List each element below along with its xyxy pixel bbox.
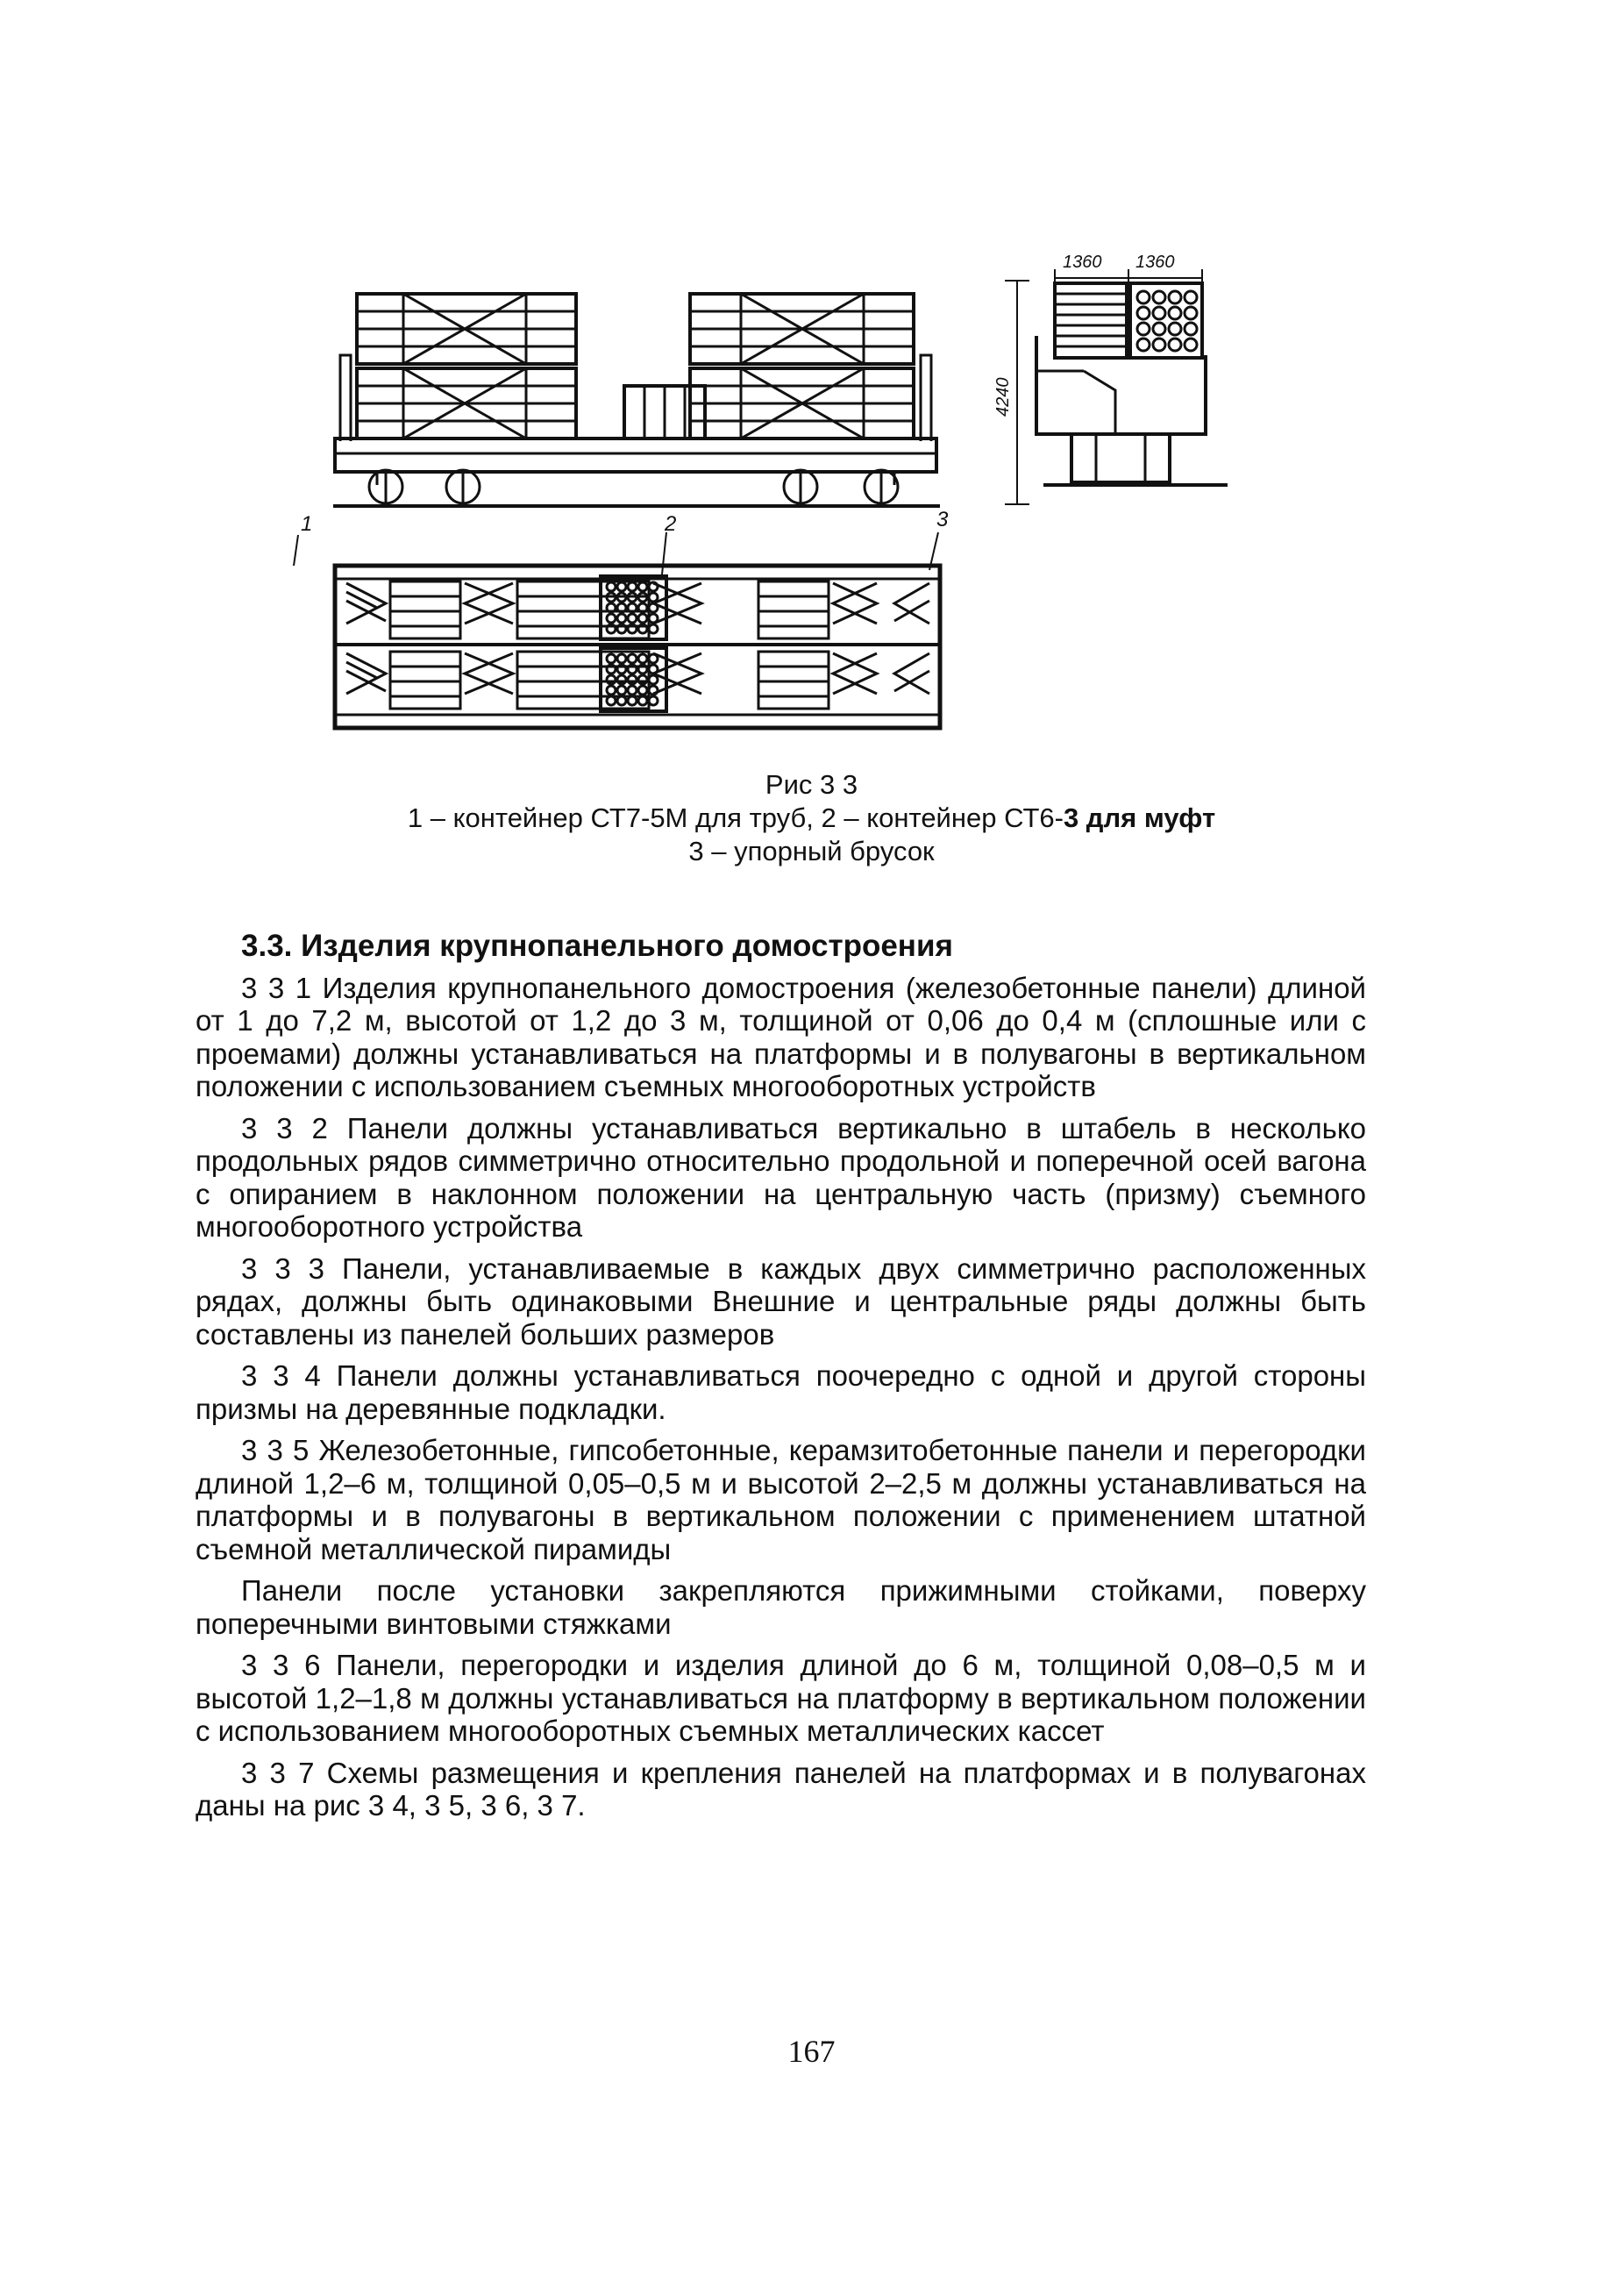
platform-deck <box>335 439 936 472</box>
paragraph: 3 3 3 Панели, устанавливаемые в каждых двух симметрично расположенных рядах, должны быть одинаковыми Внешние и центральные ряды должны быть составлены из панелей больших размеров <box>196 1251 1366 1351</box>
paragraph: 3 3 6 Панели, перегородки и изделия длиной до 6 м, толщиной 0,08–0,5 м и высотой 1,2–1,8 м должны устанавливаться на платформу в вертикальном положении с использованием многооборотных съемных металлических кассет <box>196 1649 1366 1747</box>
section-body <box>196 930 1366 1831</box>
page-number: 167 <box>787 2034 836 2069</box>
paragraph: 3 3 2 Панели должны устанавливаться вертикально в штабель в несколько продольных рядов симметрично относительно продольной и поперечной осей вагона с опиранием в наклонном положении на центральную часть (призму) съемного многооборотного устройства <box>196 1111 1366 1243</box>
paragraph: 3 3 5 Железобетонные, гипсобетонные, керамзитобетонные панели и перегородки длиной 1,2–6 м, толщиной 0,05–0,5 м и высотой 2–2,5 м должны устанавливаться на платформы и в полувагоны в вертикальном положении с применением штатной съемной металлической пирамиды <box>196 1434 1366 1565</box>
dim-label-4240: 4240 <box>993 377 1013 417</box>
end-view <box>1005 269 1228 504</box>
leader-line-1 <box>294 535 298 566</box>
leader-line-2 <box>662 532 666 574</box>
paragraph: 3 3 1 Изделия крупнопанельного домостроения (железобетонные панели) длиной от 1 до 7,2 м, высотой от 1,2 до 3 м, толщиной от 0,06 до 0,4 м (сплошные или с проемами) должны устанавливаться на платформы и в полувагоны в вертикальном положении с использованием съемных многооборотных устройств <box>196 971 1366 1102</box>
figure-caption-legend <box>0 801 1623 836</box>
wagon-end-body <box>1036 336 1206 434</box>
bogie-end <box>1071 434 1170 482</box>
side-view-wagon <box>333 294 940 506</box>
callout-3: 3 <box>936 508 949 531</box>
caption-legend-bold: 3 для муфт <box>1063 802 1216 833</box>
dim-label-1360-b: 1360 <box>1135 253 1175 272</box>
stake-right <box>921 355 931 441</box>
figure-caption-legend-3: 3 – упорный брусок <box>688 836 935 866</box>
paragraph: Панели после установки закрепляются прижимными стойками, поверху поперечными винтовыми стяжками <box>196 1574 1366 1640</box>
figure-caption-title: Рис 3 3 <box>765 769 858 800</box>
stake-left <box>340 355 351 441</box>
caption-legend-normal: 1 – контейнер СТ7-5М для труб, 2 – контейнер СТ6- <box>407 802 1064 833</box>
callout-2: 2 <box>665 512 677 536</box>
callout-1: 1 <box>301 512 313 536</box>
plan-view <box>294 532 940 728</box>
figure-3-3 <box>301 224 1236 750</box>
section-heading: 3.3. Изделия крупнопанельного домостроения <box>241 929 953 963</box>
dim-label-1360-a: 1360 <box>1063 253 1102 272</box>
paragraph: 3 3 7 Схемы размещения и крепления панелей на платформах и в полувагонах даны на рис 3 4, 3 5, 3 6, 3 7. <box>196 1756 1366 1822</box>
paragraph: 3 3 4 Панели должны устанавливаться поочередно с одной и другой стороны призмы на деревянные подкладки. <box>196 1359 1366 1425</box>
